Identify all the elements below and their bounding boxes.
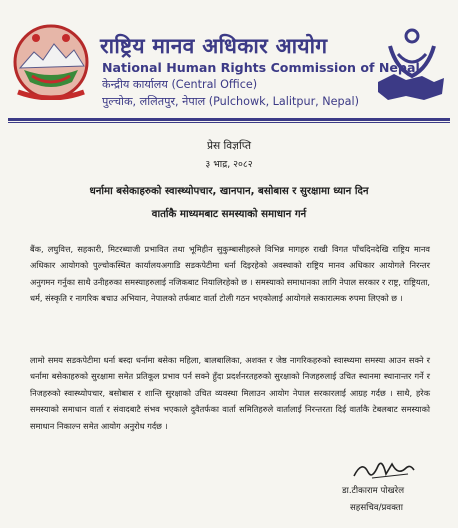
body-paragraph-1: बैंक, लघुवित्त, सहकारी, मिटरब्याजी प्रभावित तथा भूमिहीन सुकुम्बासीहरुले विभिन्न मागहरु राखी विगत पाँचदिनदेखि राष्ट्रिय मानव अधिकार आयोगको पुल्चोकस्थित कार्यालयअगाडि सडकपेटीमा धर्ना दिइरहेको अवस्थाको राष्ट्रिय मानव अधिकार आयोगले निरन्तर अनुगमन गर्नुका साथै उनीहरुका समस्याहरुलाई नजिकबाट नियालिरहेको छ । समस्याको समाधानका लागि नेपाल सरकार र राष्ट्र, राष्ट्रियता, धर्म, संस्कृति र नागरिक बचाउ अभियान, नेपालको तर्फबाट वार्ता टोली गठन भएकोलाई आयोगले सकारात्मक रुपमा लिएको छ । <box>30 244 430 304</box>
header-divider-thin <box>8 122 450 123</box>
nepal-emblem-icon <box>10 22 92 100</box>
headline-line-2: वार्ताकै माध्यमबाट समस्याको समाधान गर्न <box>151 209 307 220</box>
body-paragraph-2: लामो समय सडकपेटीमा धर्ना बस्दा धर्नामा बसेका महिला, बालबालिका, अशक्त र जेष्ठ नागरिकहरुको स्वास्थ्यमा समस्या आउन सक्ने र धर्नामा बसेकाहरुको सुरक्षामा समेत प्रतिकूल प्रभाव पर्न सक्ने हुँदा प्रदर्शनरतहरुको सुरक्षाको निजहरुलाई उचित स्थानमा स्थानान्तर गर्ने र निजहरुको स्वास्थ्योपचार, बसोबास र शान्ति सुरक्षाको उचित व्यवस्था मिलाउन आयोग नेपाल सरकारलाई आग्रह गर्दछ । साथै, हरेक समस्याको समाधान वार्ता र संवादबाटै संभव भएकाले दुवैतर्फका वार्ता समितिहरुले वार्तालाई निरन्तरता दिई वार्ताकै टेबलबाट समस्याको समाधान निकाल्न समेत आयोग अनुरोध गर्दछ । <box>30 355 430 431</box>
commission-logo-icon <box>376 24 446 104</box>
office-address: पुल्चोक, ललितपुर, नेपाल (Pulchowk, Lalitpur, Nepal) <box>102 95 359 108</box>
signatory-role: सहसचिव/प्रवक्ता <box>350 503 403 513</box>
org-name-english: National Human Rights Commission of Nepal <box>102 60 420 75</box>
document-type: प्रेस विज्ञप्ति <box>206 140 252 152</box>
letterhead <box>0 0 458 118</box>
document-date: ३ भाद्र, २०८२ <box>205 159 253 170</box>
header-divider <box>8 118 450 121</box>
signatory-name: डा.टीकाराम पोखरेल <box>342 486 405 496</box>
headline-line-1: धर्नामा बसेकाहरुको स्वास्थ्योपचार, खानपान, बसोबास र सुरक्षामा ध्यान दिन <box>89 186 369 197</box>
org-name-nepali: राष्ट्रिय मानव अधिकार आयोग <box>100 34 328 58</box>
handwritten-signature <box>348 454 418 484</box>
office-label: केन्द्रीय कार्यालय (Central Office) <box>102 78 258 91</box>
